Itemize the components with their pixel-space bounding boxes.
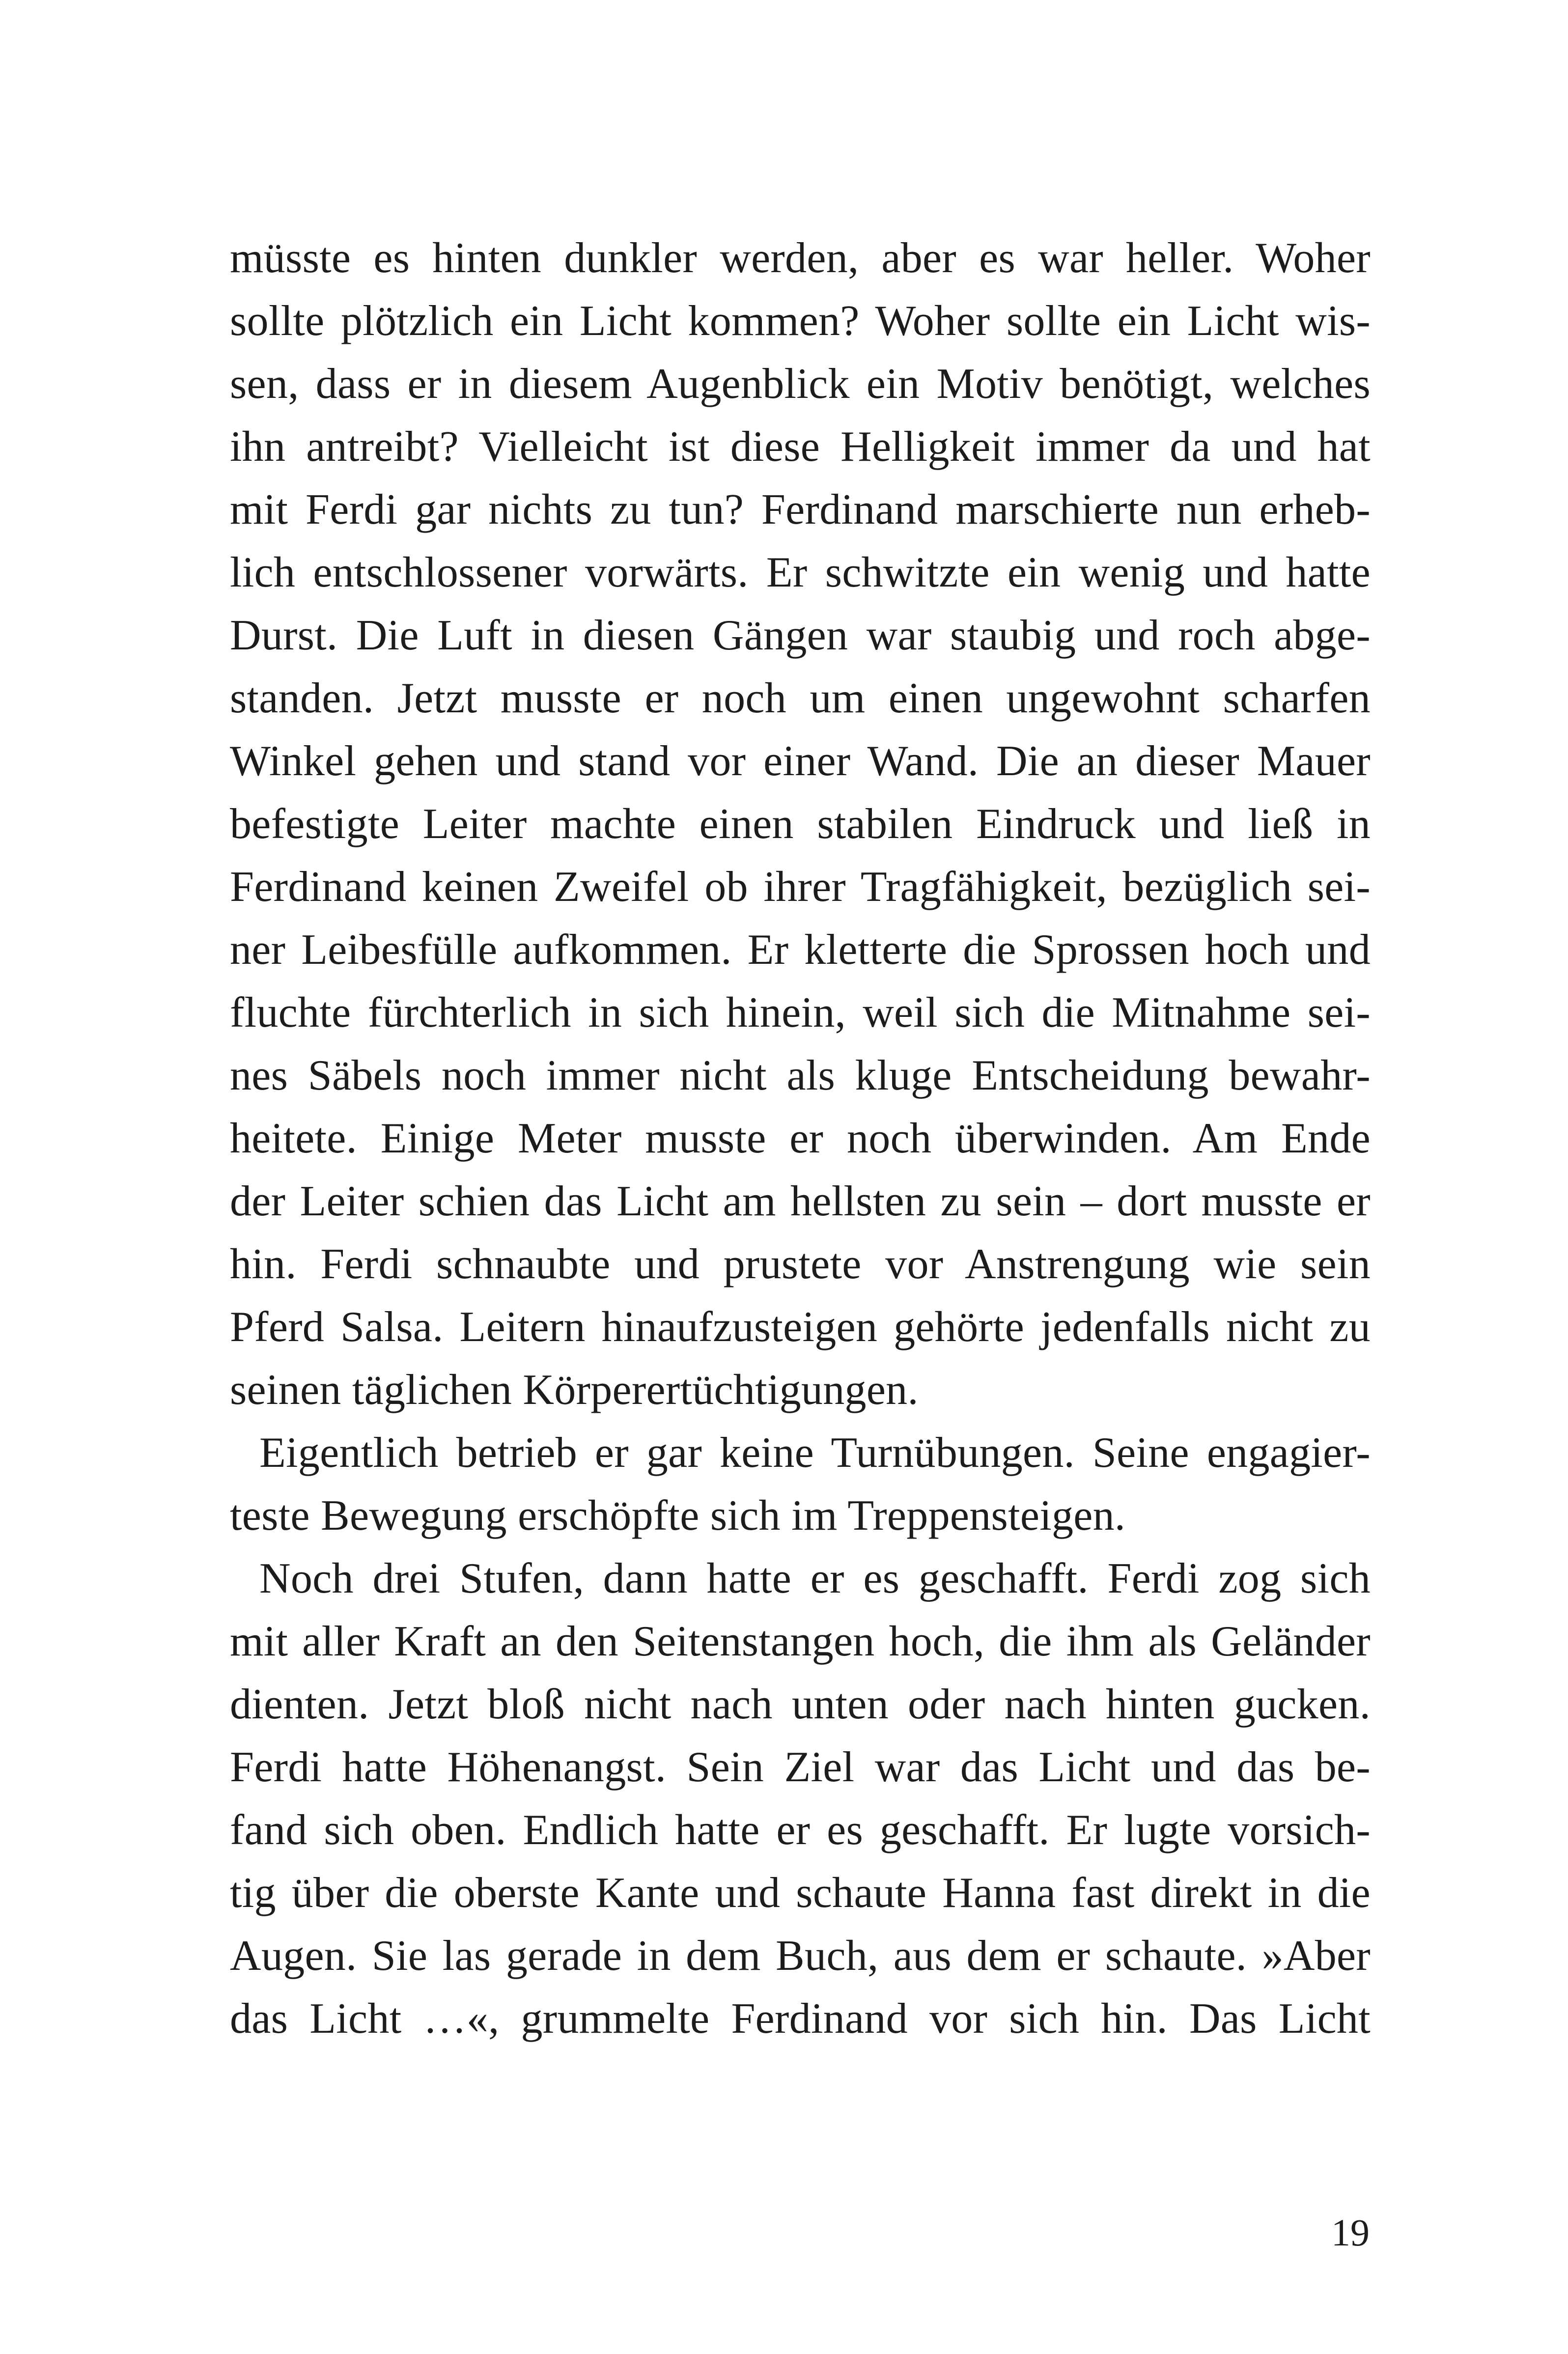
text-line: nes Säbels noch immer nicht als kluge Entscheidung bewahr- xyxy=(230,1052,1371,1099)
text-line: Noch drei Stufen, dann hatte er es geschafft. Ferdi zog sich xyxy=(259,1555,1371,1602)
text-line: ner Leibesfülle aufkommen. Er kletterte die Sprossen hoch und xyxy=(230,926,1371,974)
text-line: standen. Jetzt musste er noch um einen ungewohnt scharfen xyxy=(230,674,1371,722)
text-line: Eigentlich betrieb er gar keine Turnübungen. Seine engagier- xyxy=(259,1429,1371,1477)
text-line: Ferdinand keinen Zweifel ob ihrer Tragfähigkeit, bezüglich sei- xyxy=(230,863,1371,911)
text-line: Winkel gehen und stand vor einer Wand. Die an dieser Mauer xyxy=(230,737,1371,785)
text-line: ihn antreibt? Vielleicht ist diese Helligkeit immer da und hat xyxy=(230,423,1371,471)
text-line: heitete. Einige Meter musste er noch überwinden. Am Ende xyxy=(230,1115,1371,1162)
text-line: lich entschlossener vorwärts. Er schwitzte ein wenig und hatte xyxy=(230,549,1371,596)
text-line: fand sich oben. Endlich hatte er es geschafft. Er lugte vorsich- xyxy=(230,1806,1371,1854)
text-line: mit aller Kraft an den Seitenstangen hoch, die ihm als Geländer xyxy=(230,1618,1371,1665)
text-line: sollte plötzlich ein Licht kommen? Woher sollte ein Licht wis- xyxy=(230,297,1371,345)
text-line: teste Bewegung erschöpfte sich im Treppensteigen. xyxy=(230,1492,1126,1540)
text-line: fluchte fürchterlich in sich hinein, weil sich die Mitnahme sei- xyxy=(230,989,1371,1037)
text-line: mit Ferdi gar nichts zu tun? Ferdinand marschierte nun erheb- xyxy=(230,486,1371,533)
text-line: müsste es hinten dunkler werden, aber es war heller. Woher xyxy=(230,234,1371,282)
text-line: Augen. Sie las gerade in dem Buch, aus dem er schaute. »Aber xyxy=(230,1932,1371,1980)
page-number: 19 xyxy=(1331,2211,1370,2254)
text-line: dienten. Jetzt bloß nicht nach unten oder nach hinten gucken. xyxy=(230,1681,1371,1728)
text-line: seinen täglichen Körperertüchtigungen. xyxy=(230,1366,919,1414)
text-line: das Licht …«, grummelte Ferdinand vor sich hin. Das Licht xyxy=(230,1995,1371,2043)
text-line: hin. Ferdi schnaubte und prustete vor Anstrengung wie sein xyxy=(230,1240,1371,1288)
body-text xyxy=(230,227,1371,2050)
text-line: tig über die oberste Kante und schaute Hanna fast direkt in die xyxy=(230,1869,1371,1917)
text-line: Durst. Die Luft in diesen Gängen war staubig und roch abge- xyxy=(230,612,1371,659)
text-line: befestigte Leiter machte einen stabilen Eindruck und ließ in xyxy=(230,800,1371,848)
text-line: sen, dass er in diesem Augenblick ein Motiv benötigt, welches xyxy=(230,360,1371,408)
text-line: Pferd Salsa. Leitern hinaufzusteigen gehörte jedenfalls nicht zu xyxy=(230,1303,1371,1351)
text-line: Ferdi hatte Höhenangst. Sein Ziel war das Licht und das be- xyxy=(230,1743,1371,1791)
text-line: der Leiter schien das Licht am hellsten zu sein – dort musste er xyxy=(230,1177,1371,1225)
